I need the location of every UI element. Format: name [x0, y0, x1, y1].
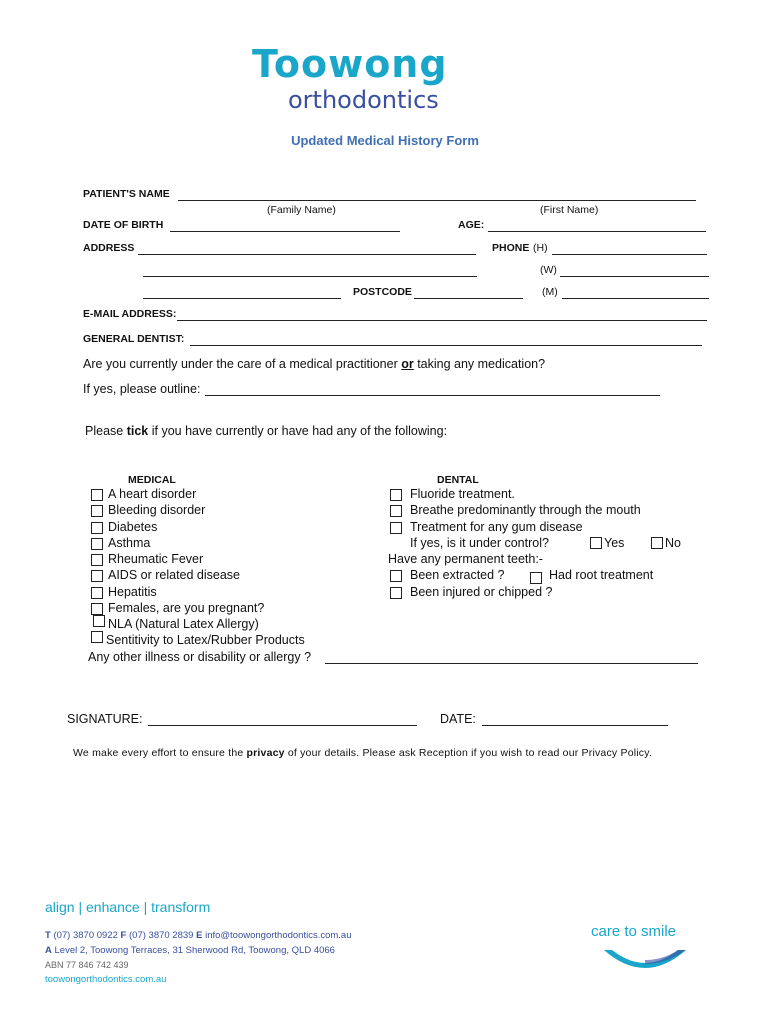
dob-label: DATE OF BIRTH [83, 219, 164, 231]
logo-wordmark: Toowong [252, 42, 448, 86]
dob-field[interactable] [170, 231, 400, 232]
control-question: If yes, is it under control? [410, 536, 549, 550]
dental-checkbox-0[interactable] [390, 489, 402, 501]
medical-item-1: Bleeding disorder [108, 503, 206, 517]
date-field[interactable] [482, 725, 668, 726]
footer-address: A Level 2, Toowong Terraces, 31 Sherwood Rd, Toowong, QLD 4066 [45, 945, 335, 956]
footer-tagline: align | enhance | transform [45, 899, 211, 915]
dental-item-1: Breathe predominantly through the mouth [410, 503, 641, 517]
footer-contact: T (07) 3870 0922 F (07) 3870 2839 E info@toowongorthodontics.com.au [45, 930, 352, 941]
yes-checkbox[interactable] [590, 537, 602, 549]
postcode-label: POSTCODE [353, 286, 412, 298]
footer-website[interactable]: toowongorthodontics.com.au [45, 974, 167, 985]
phone-w-label: (W) [540, 264, 557, 276]
injured-label: Been injured or chipped ? [410, 585, 553, 599]
signature-label: SIGNATURE: [67, 712, 143, 726]
date-label: DATE: [440, 712, 476, 726]
medical-item-5: AIDS or related disease [108, 568, 241, 582]
dentist-label: GENERAL DENTIST: [83, 333, 185, 345]
permanent-teeth-label: Have any permanent teeth:- [388, 552, 543, 566]
patient-name-label: PATIENT'S NAME [83, 188, 170, 200]
dental-checkbox-1[interactable] [390, 505, 402, 517]
yes-label: Yes [604, 536, 625, 550]
phone-m-label: (M) [542, 286, 558, 298]
medical-heading: MEDICAL [128, 474, 176, 486]
email-label: E-MAIL ADDRESS: [83, 308, 177, 320]
root-treatment-label: Had root treatment [549, 568, 654, 582]
medical-item-4: Rheumatic Fever [108, 552, 204, 566]
footer-abn: ABN 77 846 742 439 [45, 960, 129, 970]
first-name-hint: (First Name) [540, 204, 599, 216]
form-title: Updated Medical History Form [291, 133, 479, 148]
dental-checkbox-2[interactable] [390, 522, 402, 534]
medical-checkbox-6[interactable] [91, 587, 103, 599]
tick-instruction: Please tick if you have currently or have had any of the following: [85, 424, 448, 438]
no-label: No [665, 536, 681, 550]
phone-w-field[interactable] [560, 276, 709, 277]
medical-item-8: NLA (Natural Latex Allergy) [108, 617, 259, 631]
email-field[interactable] [177, 320, 707, 321]
extracted-label: Been extracted ? [410, 568, 505, 582]
medical-checkbox-9[interactable] [91, 631, 103, 643]
address-field-3[interactable] [143, 298, 341, 299]
dentist-field[interactable] [190, 345, 702, 346]
age-label: AGE: [458, 219, 485, 231]
medical-checkbox-2[interactable] [91, 522, 103, 534]
dental-heading: DENTAL [437, 474, 479, 486]
phone-label: PHONE [492, 242, 530, 254]
other-illness-field[interactable] [325, 663, 698, 664]
postcode-field[interactable] [414, 298, 523, 299]
phone-h-field[interactable] [552, 254, 707, 255]
or-emphasis: or [401, 357, 414, 371]
footer-email[interactable]: info@toowongorthodontics.com.au [205, 930, 352, 941]
logo [252, 44, 522, 116]
signature-field[interactable] [148, 725, 417, 726]
medical-item-0: A heart disorder [108, 487, 197, 501]
outline-field[interactable] [205, 395, 660, 396]
logo-subtitle: orthodontics [288, 86, 439, 114]
phone-h-label: (H) [533, 242, 548, 254]
family-name-hint: (Family Name) [267, 204, 336, 216]
medical-checkbox-5[interactable] [91, 570, 103, 582]
medical-item-6: Hepatitis [108, 585, 157, 599]
dental-item-2: Treatment for any gum disease [410, 520, 583, 534]
extracted-checkbox[interactable] [390, 570, 402, 582]
address-field-2[interactable] [143, 276, 477, 277]
privacy-notice: We make every effort to ensure the privacy of your details. Please ask Reception if you wish to read our Privacy Policy. [73, 747, 653, 759]
other-illness-label: Any other illness or disability or allergy ? [88, 650, 312, 664]
care-question: Are you currently under the care of a medical practitioner or taking any medication? [83, 357, 546, 371]
care-to-smile-text: care to smile [591, 923, 677, 940]
no-checkbox[interactable] [651, 537, 663, 549]
medical-checkbox-1[interactable] [91, 505, 103, 517]
medical-item-2: Diabetes [108, 520, 158, 534]
medical-checkbox-7[interactable] [91, 603, 103, 615]
age-field[interactable] [488, 231, 706, 232]
medical-checkbox-3[interactable] [91, 538, 103, 550]
dental-item-0: Fluoride treatment. [410, 487, 515, 501]
medical-checkbox-0[interactable] [91, 489, 103, 501]
medical-checkbox-4[interactable] [91, 554, 103, 566]
outline-label: If yes, please outline: [83, 382, 201, 396]
address-field-1[interactable] [138, 254, 476, 255]
medical-item-9: Sentitivity to Latex/Rubber Products [106, 633, 305, 647]
address-label: ADDRESS [83, 242, 135, 254]
medical-item-7: Females, are you pregnant? [108, 601, 265, 615]
root-treatment-checkbox[interactable] [530, 572, 542, 584]
patient-name-field[interactable] [178, 200, 696, 201]
smile-icon [600, 946, 690, 976]
medical-checkbox-8[interactable] [93, 615, 105, 627]
medical-item-3: Asthma [108, 536, 151, 550]
injured-checkbox[interactable] [390, 587, 402, 599]
phone-m-field[interactable] [562, 298, 709, 299]
